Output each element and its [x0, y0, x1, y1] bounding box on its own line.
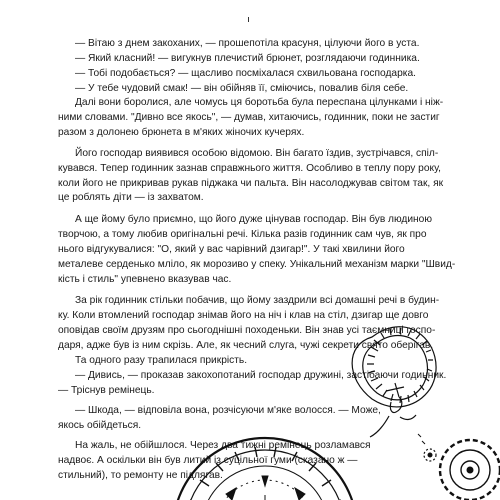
text-line: надвоє. А оскільки він був литий із суцільної гуми (сказано ж — [58, 455, 358, 466]
text-line: — Тріснув ремінець. [58, 385, 155, 396]
text-line: даря, адже був із ним скрізь. Але, як чесний слуга, чужі секрети свято оберігав. [58, 340, 434, 351]
text-line: На жаль, не обійшлося. Через два тижні ремінець розламався [75, 440, 371, 451]
text-line: оповідав своїм друзям про сьогоднішні походеньки. Він знав усі таємниці госпо- [58, 325, 436, 336]
text-line: — Вітаю з днем закоханих, — прошепотіла красуня, цілуючи його в уста. [75, 38, 420, 49]
text-line: кувався. Тепер годинник зазнав справжнього життя. Особливо в теплу пору року, [58, 163, 441, 174]
text-line: — Шкода, — відповіла вона, розчісуючи м'яке волосся. — Може, [75, 405, 381, 416]
text-line: За рік годинник стільки побачив, що йому заздрили всі домашні речі в будин- [75, 295, 440, 306]
text-line: — Тобі подобається? — щасливо посміхалася схвильована господарка. [75, 68, 416, 79]
text-line: ку. Коли втомлений господар знімав його на ніч і клав на стіл, дзигар ще довго [58, 310, 429, 321]
text-line: А ще йому було приємно, що його дуже цінував господар. Він був людиною [75, 214, 432, 225]
text-line: кість і стиль" упевнено вказував час. [58, 274, 232, 285]
text-line: коли його не прикривав рукав піджака чи пальта. Він насолоджував світом так, як [58, 178, 444, 189]
text-line: ними словами. "Дивно все якось", — думав, хитаючись, годинник, поки не застиг [58, 112, 440, 123]
small-gear-illustration [418, 434, 436, 461]
text-line: Далі вони боролися, але чомусь ця боротьба була переспана цілунками і ніж- [75, 97, 444, 108]
page-top-mark [248, 17, 249, 22]
text-line: металеве серденько мліло, як морозиво у спеку. Унікальний механізм марки "Швид- [58, 259, 456, 270]
text-line: якось обійдеться. [58, 420, 142, 431]
text-line: Його господар виявився особою відомою. Він багато їздив, зустрічався, спіл- [75, 148, 439, 159]
text-line: нього відгукувалися: "О, який у вас чарівний дзигар!". У такі хвилини його [58, 244, 405, 255]
gear-illustration [440, 440, 500, 500]
text-line: разом з долонею брюнета в м'яких жіночих кучерях. [58, 127, 305, 138]
text-line: — Дивись, — проказав закохопотаний господар дружині, застібаючи годинник. [75, 370, 447, 381]
text-line: Та одного разу трапилася прикрість. [75, 355, 248, 366]
text-line: — У тебе чудовий смак! — він обійняв її, сміючись, повалив біля себе. [75, 83, 409, 94]
text-line: стильний), то ремонту не підлягав. [58, 470, 223, 481]
text-line: це роблять діти — із захватом. [58, 192, 204, 203]
text-line: творчою, а тому любив оригінальні речі. Кілька разів годинник сам чув, як про [58, 229, 427, 240]
text-line: — Який класний! — вигукнув плечистий брюнет, розглядаючи годинника. [75, 53, 420, 64]
